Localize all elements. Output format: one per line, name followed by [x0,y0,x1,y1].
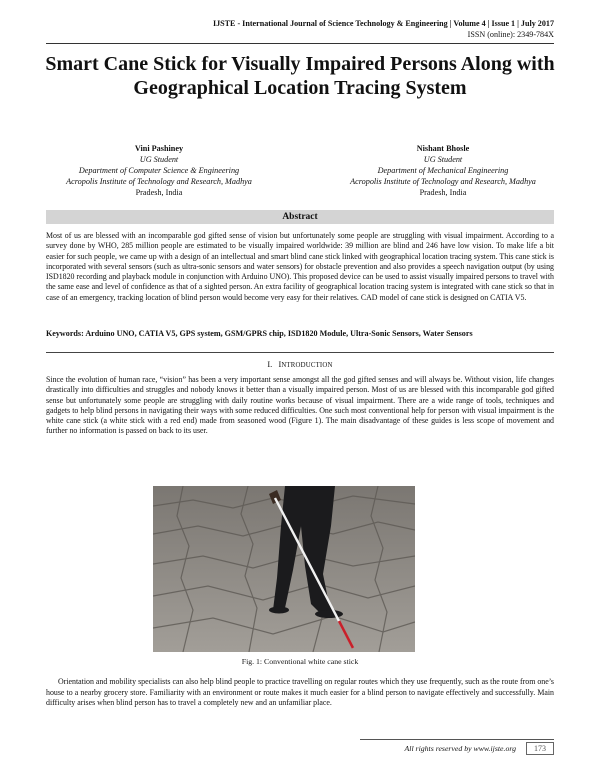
author-role: UG Student [139,155,179,164]
section-title-rest: NTRODUCTION [281,362,333,369]
figure-caption: Fig. 1: Conventional white cane stick [241,657,359,666]
author-name: Vini Pashiney [134,144,184,153]
intro-paragraph-2: Orientation and mobility specialists can also help blind people to practice travelling on regular routes which they use frequently, such as the route from one’s house to a nearby grocery store. Familiarity with an environment or route makes it much easier for a blind person to navigate effectively and successfully. Main difficulty arises when blind person has to travel a completely new and an unfamiliar place. [46,677,554,707]
abstract-heading: Abstract [46,210,554,224]
section-rule [46,352,554,353]
intro-paragraph: Since the evolution of human race, “vision” has been a very important sense amongst all the god gifted senses and will always be. Without vision, life changes drastically into difficulties and struggles and nobody knows it better than a visually impaired person. Most of us are blessed with this incomparable god gifted sense but unfortunately some people are struggling with daily routine works because of visual impairment. There are a wide range of tools, techniques and gadgets to help blind persons in navigating their ways with some reduced difficulties. One such most conventional help for person with visual impairment is the white cane stick (a white stick with a red end) made from seasoned wood (Figure 1). The main disadvantage of these guides is less scope of movement and further no information is passed on back to its user. [46,375,554,436]
author-block-1 [18,143,300,198]
journal-header [213,19,554,40]
paper-title: Smart Cane Stick for Visually Impaired Persons Along with Geographical Location Tracing System [45,53,555,99]
page-number: 173 [526,742,554,755]
footer-rule [360,739,554,740]
issn: ISSN (online): 2349-784X [467,29,554,39]
journal-line: IJSTE - International Journal of Science Technology & Engineering | Volume 4 | Issue 1 | July 2017 [212,19,554,28]
section-number: I. [267,360,273,369]
author-name: Nishant Bhosle [416,144,470,153]
author-block-2 [303,143,583,198]
keywords: Keywords: Arduino UNO, CATIA V5, GPS system, GSM/GPRS chip, ISD1820 Module, Ultra-Sonic Sensors, Water Sensors [46,329,473,338]
author-role: UG Student [423,155,463,164]
header-rule [46,43,554,44]
abstract-text: Most of us are blessed with an incomparable god gifted sense of vision but unfortunately some people are struggling with visual impairment. According to a survey done by WHO, 285 million people are estimated to be visually impaired worldwide: 39 million are blind and 246 have low vision. To make life a bit easier for such people, we came up with a design of an intellectual and smart blind cane stick linked with geographical location tracing system. This cane stick is incorporated with several sensors (such as ultra-sonic sensors and water sensors) for obstacle prevention and also provides a speech navigation output (by using ISD1820 recording and playback module in conjunction with Arduino UNO). This proposed device can be used to assist visually impaired persons to travel with the same ease and level of confidence as that of a sighted person. An extra facility of geographical location tracing system is integrated with cane stick so that in case of an emergency, tracking location of blind person would become very easy for their relatives. CAD model of cane stick is designed on CATIA V5. [46,231,554,302]
section-title-initial: I [278,360,282,369]
footer-rights-text: All rights reserved by [404,744,472,753]
footer-rights [405,744,516,753]
author-location: Pradesh, India [135,188,183,197]
author-inst: Acropolis Institute of Technology and Research, Madhya [66,177,252,186]
author-dept: Department of Computer Science & Engineering [78,166,240,175]
author-inst: Acropolis Institute of Technology and Research, Madhya [350,177,536,186]
page-footer [405,742,554,755]
figure-white-cane-photo [153,486,415,652]
author-dept: Department of Mechanical Engineering [377,166,509,175]
author-location: Pradesh, India [419,188,467,197]
section-heading [0,360,600,369]
footer-url[interactable]: www.ijste.org [473,744,516,753]
